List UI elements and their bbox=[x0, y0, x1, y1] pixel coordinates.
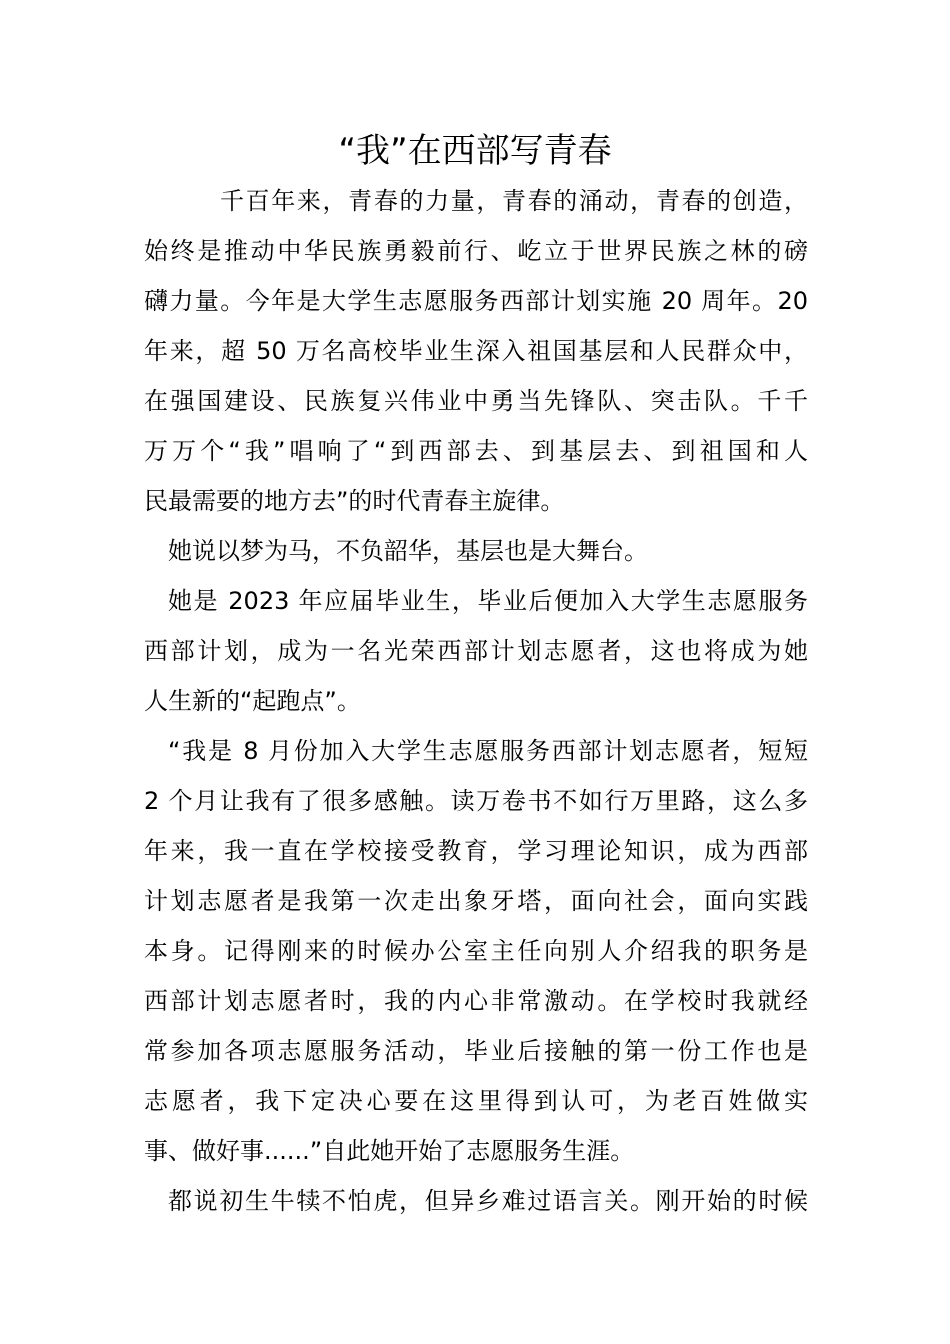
text-line: 都说初生牛犊不怕虎，但异乡难过语言关。刚开始的时候 bbox=[168, 1187, 808, 1215]
text-line: 2 个月让我有了很多感触。读万卷书不如行万里路，这么多 bbox=[144, 787, 808, 815]
text-line: 始终是推动中华民族勇毅前行、屹立于世界民族之林的磅 bbox=[144, 237, 808, 265]
text-line: “我是 8 月份加入大学生志愿服务西部计划志愿者，短短 bbox=[168, 737, 808, 765]
text-line: 事、做好事......”自此她开始了志愿服务生涯。 bbox=[144, 1137, 635, 1165]
text-line: 她说以梦为马，不负韶华，基层也是大舞台。 bbox=[168, 537, 648, 565]
text-line: 万万个“我”唱响了“到西部去、到基层去、到祖国和人 bbox=[144, 437, 808, 465]
text-line: 西部计划志愿者时，我的内心非常激动。在学校时我就经 bbox=[144, 987, 808, 1015]
text-line: 礴力量。今年是大学生志愿服务西部计划实施 20 周年。20 bbox=[144, 287, 808, 315]
text-line: 人生新的“起跑点”。 bbox=[144, 687, 361, 715]
text-line: 年来，超 50 万名高校毕业生深入祖国基层和人民群众中， bbox=[144, 337, 808, 365]
text-line: 西部计划，成为一名光荣西部计划志愿者，这也将成为她 bbox=[144, 637, 808, 665]
document-body bbox=[144, 176, 808, 1226]
text-line: 千百年来，青春的力量，青春的涌动，青春的创造， bbox=[220, 187, 808, 215]
text-line: 她是 2023 年应届毕业生，毕业后便加入大学生志愿服务 bbox=[168, 587, 808, 615]
text-line: 年来，我一直在学校接受教育，学习理论知识，成为西部 bbox=[144, 837, 808, 865]
document-title: “我”在西部写青春 bbox=[338, 131, 612, 171]
text-line: 常参加各项志愿服务活动，毕业后接触的第一份工作也是 bbox=[144, 1037, 808, 1065]
text-line: 在强国建设、民族复兴伟业中勇当先锋队、突击队。千千 bbox=[144, 387, 808, 415]
text-line: 计划志愿者是我第一次走出象牙塔，面向社会，面向实践 bbox=[144, 887, 808, 915]
text-line: 本身。记得刚来的时候办公室主任向别人介绍我的职务是 bbox=[144, 937, 808, 965]
text-line: 志愿者，我下定决心要在这里得到认可，为老百姓做实 bbox=[144, 1087, 808, 1115]
text-line: 民最需要的地方去”的时代青春主旋律。 bbox=[144, 487, 565, 515]
